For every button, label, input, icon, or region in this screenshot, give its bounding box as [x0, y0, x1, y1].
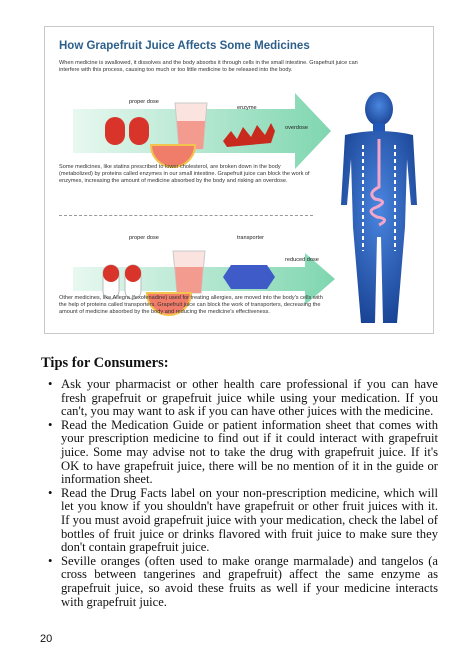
- panel1-proper-dose-label: proper dose: [129, 99, 159, 105]
- panel1-description: Some medicines, like statins prescribed to lower cholesterol, are broken down in the body (metabolized) by proteins called enzymes in our small intestine. Grapefruit juice can block the work of enzymes, increasing the amount of medicine absorbed by the body and risking an overdose.: [59, 164, 310, 184]
- page-number: 20: [40, 633, 53, 645]
- section-heading: Tips for Consumers:: [41, 355, 169, 371]
- grapefruit-infographic: [44, 26, 434, 334]
- infographic-title: How Grapefruit Juice Affects Some Medicines: [59, 40, 310, 52]
- human-body-icon: [341, 92, 417, 323]
- tips-list: [43, 378, 438, 609]
- infographic-intro: When medicine is swallowed, it dissolves and the body absorbs it through cells in the small intestine. Grapefruit juice can interfere with this process, causing too much or too little medicine to be released into the body.: [59, 60, 358, 73]
- panel2-juice-glass-icon: [173, 251, 205, 293]
- panel1-juice-glass-icon: [175, 103, 207, 149]
- panel2-proper-dose-label: proper dose: [129, 235, 159, 241]
- panel2-transporter-icon: [223, 265, 275, 289]
- list-item: • Read the Medication Guide or patient information sheet that comes with your prescription medicine to find out if it could interact with grapefruit juice. Some may advise not to take the drug with grapefruit juice. If it's OK to have grapefruit juice, there will be no mention of it in the guide or information sheet.: [61, 419, 438, 487]
- list-item: • Seville oranges (often used to make orange marmalade) and tangelos (a cross between tangerines and grapefruit) affect the same enzyme as grapefruit juice, so avoid these fruits as well if your medicine interacts with grapefruit juice.: [61, 555, 438, 609]
- panel-divider: [59, 215, 313, 216]
- list-item: • Read the Drug Facts label on your non-prescription medicine, which will let you know if you shouldn't have grapefruit or other fruit juices with it. If you must avoid grapefruit juice with your medication, check the label of bottles of fruit juice or drinks flavored with fruit juice to make sure they don't contain grapefruit juice.: [61, 487, 438, 555]
- panel2-description: Other medicines, like Allegra (fexofenadine) used for treating allergies, are moved into the body's cells with the help of proteins called transporters. Grapefruit juice can block the work of transporters, decreasing the amount of medicine absorbed by the body and reducing the medicine's effectiveness.: [59, 295, 323, 315]
- panel1-enzyme-label: enzyme: [237, 105, 257, 111]
- panel2-reduced-dose-label: reduced dose: [285, 257, 319, 263]
- panel1-overdose-label: overdose: [285, 125, 309, 131]
- list-item: • Ask your pharmacist or other health care professional if you can have fresh grapefruit or grapefruit juice while using your medication. If you can't, you may want to ask if you can have other juices with the medicine.: [61, 378, 438, 419]
- panel2-transporter-label: transporter: [237, 235, 265, 241]
